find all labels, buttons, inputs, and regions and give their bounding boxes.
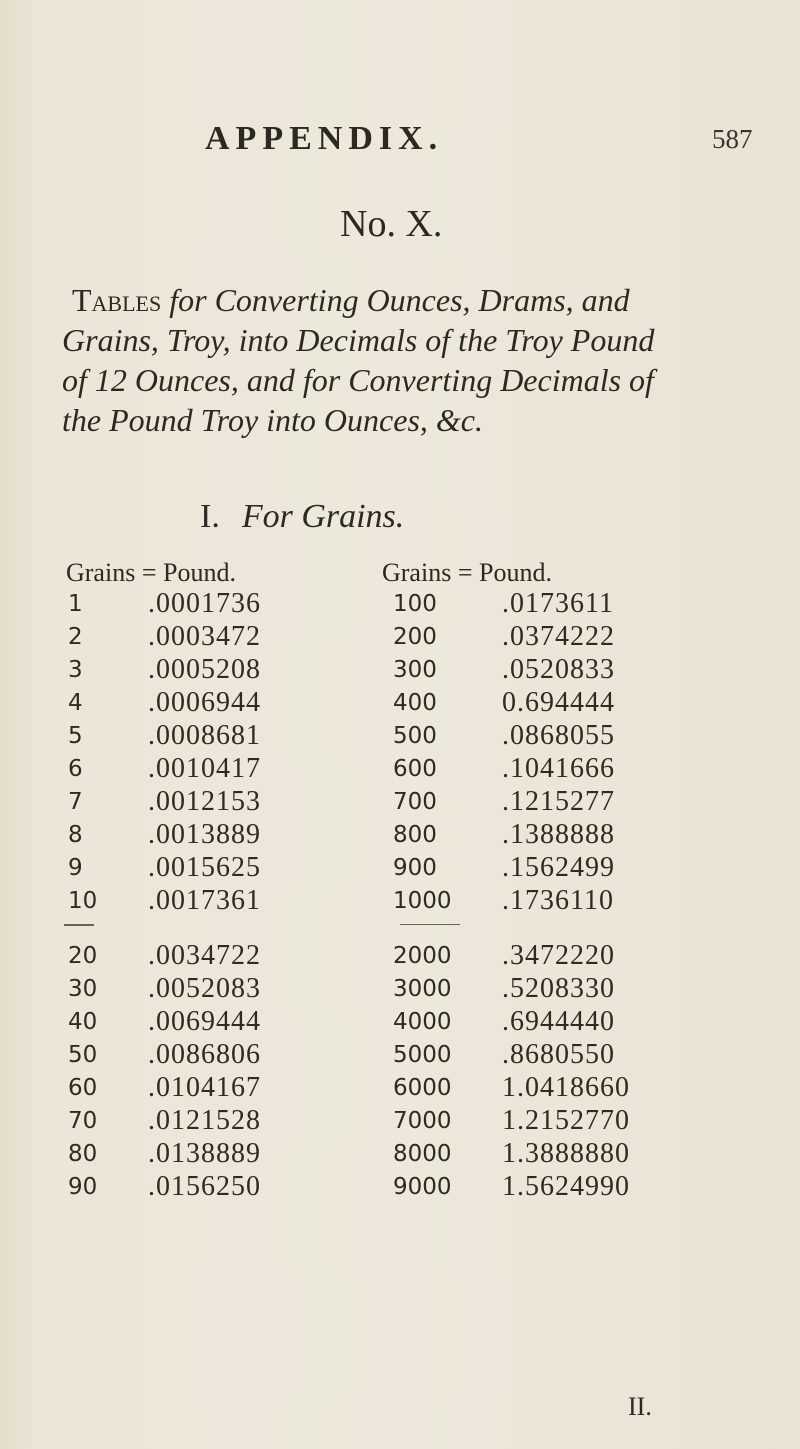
subsection-numeral: I. [200,498,220,535]
left-grains-cell: 20 [68,943,98,969]
right-pound-cell: .0868055 [502,720,615,751]
left-grains-cell: 4 [68,690,83,716]
intro-first-word: Tables [72,282,162,318]
subsection-title: For Grains. [241,498,405,535]
right-grains-cell: 600 [393,756,437,782]
left-pound-cell: .0006944 [148,687,261,718]
left-divider [64,924,94,926]
right-pound-cell: .1736110 [502,885,614,916]
left-grains-cell: 3 [68,657,83,683]
intro-line-4: the Pound Troy into Ounces, &c. [62,402,483,438]
running-header: APPENDIX. [205,120,444,157]
intro-line-2: Grains, Troy, into Decimals of the Troy Pound [62,322,655,358]
left-grains-cell: 6 [68,756,83,782]
intro-line-1-rest: for Converting Ounces, Drams, and [161,282,630,318]
right-pound-cell: 1.0418660 [502,1072,630,1103]
right-grains-cell: 4000 [393,1009,452,1035]
left-grains-cell: 80 [68,1141,98,1167]
right-grains-cell: 6000 [393,1075,452,1101]
left-grains-cell: 90 [68,1174,98,1200]
left-pound-cell: .0069444 [148,1006,261,1037]
right-grains-cell: 3000 [393,976,452,1002]
right-grains-cell: 200 [393,624,437,650]
intro-line-3: of 12 Ounces, and for Converting Decimals of [62,362,654,398]
left-pound-cell: .0121528 [148,1105,261,1136]
right-pound-cell: .6944440 [502,1006,615,1037]
intro-line-1 [62,280,782,320]
left-grains-cell: 10 [68,888,98,914]
right-grains-cell: 300 [393,657,437,683]
left-pound-cell: .0156250 [148,1171,261,1202]
right-pound-cell: 0.694444 [502,687,615,718]
section-label: No. X. [340,203,443,245]
right-grains-cell: 400 [393,690,437,716]
right-pound-cell: .3472220 [502,940,615,971]
left-column-header: Grains = Pound. [66,558,236,587]
left-pound-cell: .0017361 [148,885,261,916]
left-grains-cell: 70 [68,1108,98,1134]
left-pound-cell: .0008681 [148,720,261,751]
right-pound-cell: .0520833 [502,654,615,685]
left-grains-cell: 7 [68,789,83,815]
left-grains-cell: 40 [68,1009,98,1035]
right-grains-cell: 500 [393,723,437,749]
right-pound-cell: .0374222 [502,621,615,652]
left-grains-cell: 9 [68,855,83,881]
right-grains-cell: 7000 [393,1108,452,1134]
right-pound-cell: 1.3888880 [502,1138,630,1169]
left-pound-cell: .0012153 [148,786,261,817]
right-pound-cell: 1.2152770 [502,1105,630,1136]
left-grains-cell: 5 [68,723,83,749]
left-pound-cell: .0104167 [148,1072,261,1103]
left-pound-cell: .0001736 [148,588,261,619]
left-pound-cell: .0138889 [148,1138,261,1169]
catchword: II. [628,1392,652,1421]
right-pound-cell: .1041666 [502,753,615,784]
right-pound-cell: 1.5624990 [502,1171,630,1202]
left-grains-cell: 2 [68,624,83,650]
right-pound-cell: .1215277 [502,786,615,817]
right-grains-cell: 700 [393,789,437,815]
left-pound-cell: .0086806 [148,1039,261,1070]
right-grains-cell: 2000 [393,943,452,969]
left-grains-cell: 1 [68,591,83,617]
left-pound-cell: .0015625 [148,852,261,883]
right-pound-cell: .8680550 [502,1039,615,1070]
left-grains-cell: 30 [68,976,98,1002]
right-pound-cell: .1388888 [502,819,615,850]
left-pound-cell: .0013889 [148,819,261,850]
left-grains-cell: 50 [68,1042,98,1068]
right-grains-cell: 800 [393,822,437,848]
intro-paragraph [62,280,782,440]
left-pound-cell: .0034722 [148,940,261,971]
right-column-header: Grains = Pound. [382,558,552,587]
page-number: 587 [712,124,753,154]
subsection-heading [200,498,404,536]
right-grains-cell: 900 [393,855,437,881]
right-divider [400,924,460,925]
left-grains-cell: 60 [68,1075,98,1101]
right-grains-cell: 100 [393,591,437,617]
right-grains-cell: 9000 [393,1174,452,1200]
left-pound-cell: .0052083 [148,973,261,1004]
right-pound-cell: .1562499 [502,852,615,883]
right-pound-cell: .0173611 [502,588,614,619]
right-pound-cell: .5208330 [502,973,615,1004]
left-pound-cell: .0010417 [148,753,261,784]
right-grains-cell: 8000 [393,1141,452,1167]
right-grains-cell: 5000 [393,1042,452,1068]
left-grains-cell: 8 [68,822,83,848]
left-pound-cell: .0003472 [148,621,261,652]
right-grains-cell: 1000 [393,888,452,914]
left-pound-cell: .0005208 [148,654,261,685]
